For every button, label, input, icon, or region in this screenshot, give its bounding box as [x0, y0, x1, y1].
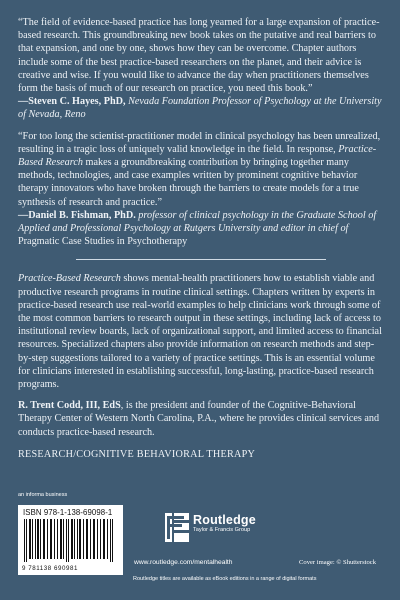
publisher-name: Routledge [193, 513, 256, 527]
ebook-availability-note: Routledge titles are available as eBook editions in a range of digital formats [133, 576, 317, 582]
quote-author-name: —Steven C. Hayes, PhD, [18, 96, 126, 108]
section-divider [76, 259, 326, 260]
back-cover-content [18, 16, 384, 586]
cover-image-credit: Cover image: © Shutterstock [299, 559, 376, 566]
quote-attribution [18, 95, 384, 121]
quote-text-part-1: “For too long the scientist-practitioner model in clinical psychology has been unrealized, resulting in a tragic loss of uniquely valid knowledge in the field. In response, [18, 130, 381, 155]
book-description [18, 272, 384, 391]
quote-book-title: Practice-Based Research [18, 143, 377, 169]
quote-author-title-part-2: Pragmatic Case Studies in Psychotherapy [18, 236, 188, 248]
isbn-barcode-box [18, 505, 123, 575]
author-bio-text: , is the president and founder of the Cognitive-Behavioral Therapy Center of Western North Carolina, P.A., where he provides clinical services and conducts practice-based research. [18, 400, 380, 438]
publisher-website: www.routledge.com/mentalhealth [134, 559, 233, 566]
quote-attribution [18, 209, 384, 249]
description-book-title: Practice-Based Research [18, 273, 121, 285]
quote-author-name: —Daniel B. Fishman, PhD. [18, 209, 136, 221]
publisher-subtitle: Taylor & Francis Group [193, 527, 251, 533]
cover-footer [18, 490, 384, 586]
quote-author-title-part-1: professor of clinical psychology in the Graduate School of Applied and Professional Psychology at Rutgers University and editor in chief of [18, 209, 377, 235]
endorsement-quote-fishman [18, 130, 384, 249]
quote-author-title: Nevada Foundation Professor of Psychology at the University of Nevada, Reno [18, 96, 382, 121]
barcode-digits: 9 781138 690981 [22, 565, 78, 572]
author-bio [18, 399, 384, 439]
description-text: shows mental-health practitioners how to establish viable and productive research programs in routine clinical settings. Chapters written by experts in practice-based research use real-world examples to help clinicians work through some of the most common barriers to research output in these settings, including lack of access to institutional review boards, lack of organizational support, and limited access to financial resources. Specialized chapters also provide information on research methods and step-by-step suggestions tailored to a variety of practice settings. This is an essential volume for clinicians interested in establishing successful, long-lasting, practice-based research programs. [18, 273, 382, 391]
publisher-logo-text [193, 514, 256, 534]
endorsement-quote-hayes [18, 16, 384, 122]
barcode-icon [23, 519, 115, 562]
quote-text-part-2: makes a groundbreaking contribution by bringing together many methods, technologies, and case examples written by prominent cognitive behavior therapy innovators who have broken through the barriers to create models for a true synthesis of research and practice.” [18, 157, 359, 208]
informa-business-text: an informa business [18, 492, 68, 498]
routledge-logo-icon [164, 512, 191, 543]
quote-text [18, 130, 384, 209]
subject-category: RESEARCH/COGNITIVE BEHAVIORAL THERAPY [18, 448, 256, 460]
author-name: R. Trent Codd, III, EdS [18, 400, 121, 412]
publisher-logo [164, 512, 282, 552]
quote-text: “The field of evidence-based practice has long yearned for a large expansion of practice-based research. This groundbreaking new book takes on the putative and real barriers to that expansion, and one by one, shows how they can be overcome. Chapter authors include some of the best practice-based researchers on the planet, and their advice is creative and wise. If you would like to advance the day when practitioners themselves form the basis of much of our research on practice, you need this book.” [18, 17, 380, 95]
isbn-text: ISBN 978-1-138-69098-1 [23, 508, 113, 517]
